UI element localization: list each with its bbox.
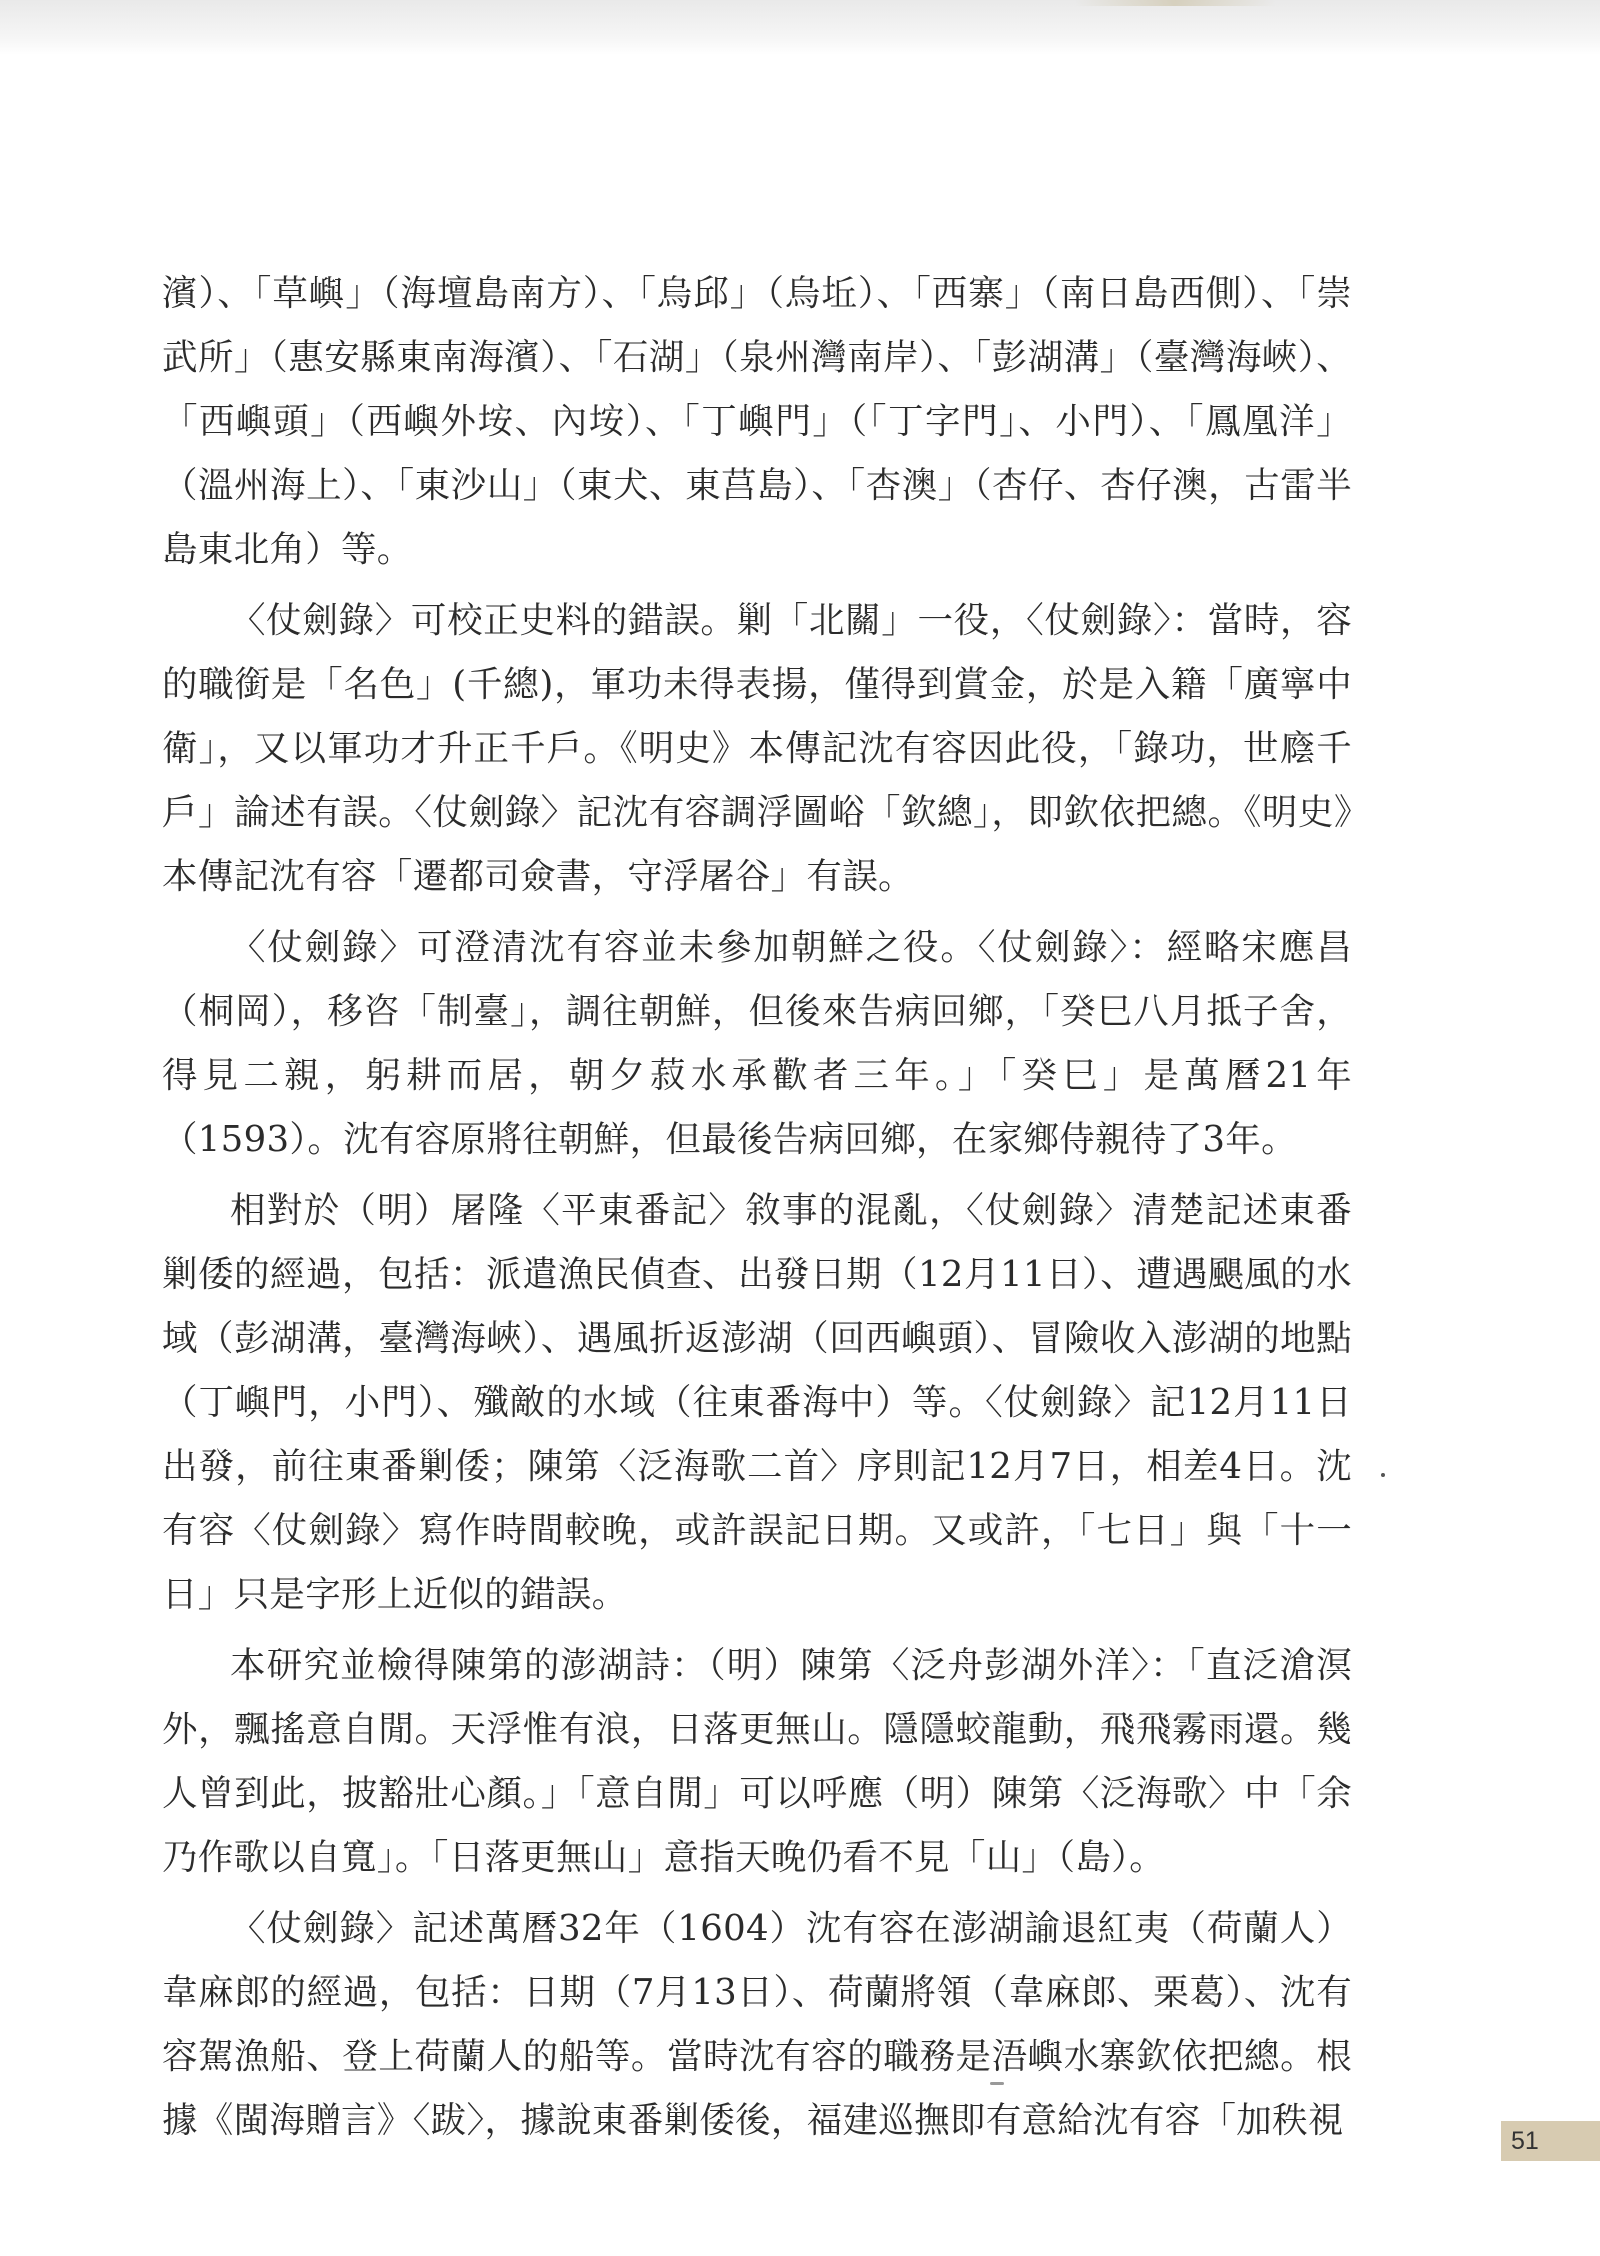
scan-speck: [1381, 1473, 1385, 1477]
page-number: 51: [1511, 2126, 1539, 2155]
paragraph-5: 本研究並檢得陳第的澎湖詩：（明）陳第〈泛舟彭湖外洋〉：「直泛滄溟外，飄搖意自閒。天浮惟有浪，日落更無山。隱隱蛟龍動，飛飛霧雨還。幾人曾到此，披豁壯心顏。」「意自閒」可以呼應（明）陳第〈泛海歌〉中「余乃作歌以自寬」。「日落更無山」意指天晚仍看不見「山」（島）。: [162, 1645, 1352, 1878]
paragraph-1-continued: 濱）、「草嶼」（海壇島南方）、「烏邱」（烏坵）、「西寨」（南日島西側）、「崇武所」（惠安縣東南海濱）、「石湖」（泉州灣南岸）、「彭湖溝」（臺灣海峽）、「西嶼頭」（西嶼外垵、內垵）、「丁嶼門」（「丁字門」、小門）、「鳳凰洋」（溫州海上）、「東沙山」（東犬、東莒島）、「杏澳」（杏仔、杏仔澳，古雷半島東北角）等。: [162, 273, 1352, 570]
body-text: [162, 262, 1352, 2160]
paragraph-4: 相對於（明）屠隆〈平東番記〉敘事的混亂，〈仗劍錄〉清楚記述東番剿倭的經過，包括：派遣漁民偵查、出發日期（12月11日）、遭遇颶風的水域（彭湖溝，臺灣海峽）、遇風折返澎湖（回西嶼頭）、冒險收入澎湖的地點（丁嶼門，小門）、殲敵的水域（往東番海中）等。〈仗劍錄〉記12月11日出發，前往東番剿倭；陳第〈泛海歌二首〉序則記12月7日，相差4日。沈有容〈仗劍錄〉寫作時間較晚，或許誤記日期。又或許，「七日」與「十一日」只是字形上近似的錯誤。: [162, 1190, 1352, 1615]
page-number-tab: [1501, 2121, 1600, 2161]
top-edge-mark: [1075, 0, 1275, 6]
paragraph-6: 〈仗劍錄〉記述萬曆32年（1604）沈有容在澎湖諭退紅夷（荷蘭人）韋麻郎的經過，包括：日期（7月13日）、荷蘭將領（韋麻郎、栗葛）、沈有容駕漁船、登上荷蘭人的船等。當時沈有容的職務是浯嶼水寨欽依把總。根據《閩海贈言》〈跋〉，據說東番剿倭後，福建巡撫即有意給沈有容「加秩視: [162, 1908, 1352, 2141]
paragraph-2: 〈仗劍錄〉可校正史料的錯誤。剿「北關」一役，〈仗劍錄〉：當時，容的職銜是「名色」(千總)，軍功未得表揚，僅得到賞金，於是入籍「廣寧中衛」，又以軍功才升正千戶。《明史》本傳記沈有容因此役，「錄功，世廕千戶」論述有誤。〈仗劍錄〉記沈有容調浮圖峪「欽總」，即欽依把總。《明史》本傳記沈有容「遷都司僉書，守浮屠谷」有誤。: [162, 600, 1352, 897]
paragraph-3: 〈仗劍錄〉可澄清沈有容並未參加朝鮮之役。〈仗劍錄〉：經略宋應昌（桐岡），移咨「制臺」，調往朝鮮，但後來告病回鄉，「癸巳八月抵子舍，得見二親，躬耕而居，朝夕菽水承歡者三年。」「癸巳」是萬曆21年（1593）。沈有容原將往朝鮮，但最後告病回鄉，在家鄉侍親待了3年。: [162, 927, 1352, 1160]
page-top-shadow: [0, 0, 1600, 55]
scan-speck: [990, 2082, 1004, 2085]
